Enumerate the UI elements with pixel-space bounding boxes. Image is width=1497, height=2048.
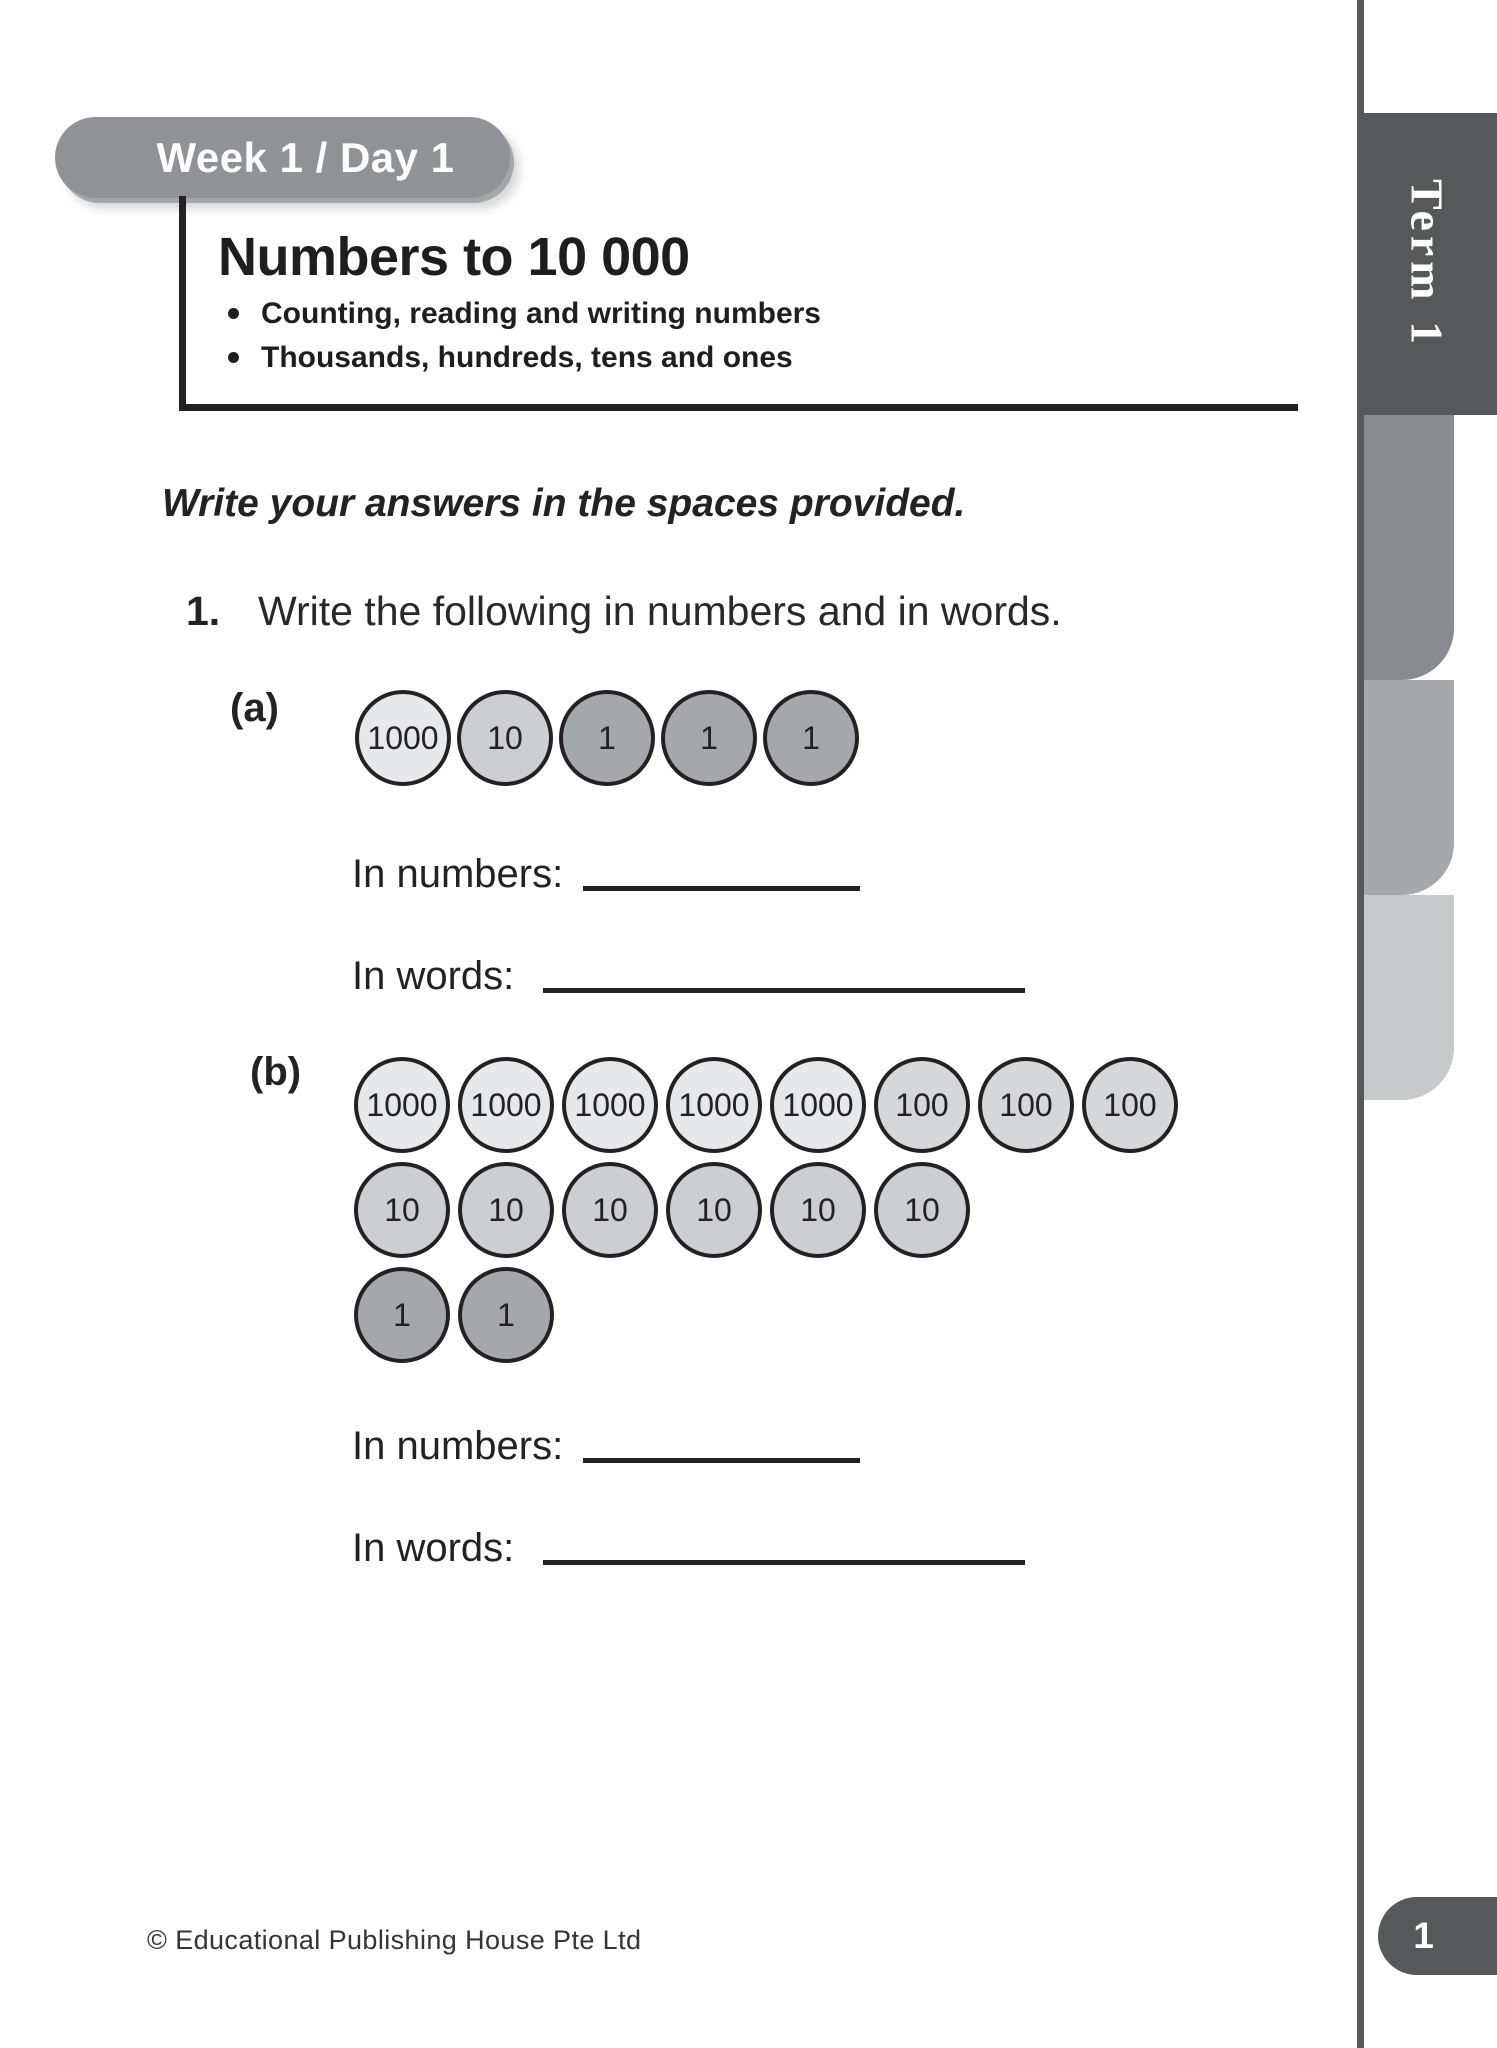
place-value-disc-10: 10: [874, 1162, 970, 1258]
part-b-in-numbers-label: In numbers:: [352, 1424, 564, 1468]
part-a-disc-row: [355, 690, 859, 786]
place-value-disc-1000: 1000: [562, 1057, 658, 1153]
topic-bullet-text: Thousands, hundreds, tens and ones: [261, 341, 793, 374]
title-box-vertical-line: [179, 196, 186, 408]
place-value-disc-1: 1: [354, 1267, 450, 1363]
part-b-label: (b): [250, 1050, 302, 1094]
part-b-in-words-answer-line[interactable]: [543, 1560, 1025, 1565]
place-value-disc-1000: 1000: [666, 1057, 762, 1153]
question-number: 1.: [186, 588, 221, 634]
part-b-disc-row-2: [354, 1162, 970, 1258]
place-value-disc-10: 10: [354, 1162, 450, 1258]
term-tab: [1357, 113, 1497, 415]
copyright-text: © Educational Publishing House Pte Ltd: [147, 1925, 642, 1955]
side-tab-4: [1364, 895, 1454, 1100]
part-b-in-words-label: In words:: [352, 1526, 515, 1570]
place-value-disc-10: 10: [770, 1162, 866, 1258]
place-value-disc-100: 100: [874, 1057, 970, 1153]
week-day-badge: [55, 117, 510, 198]
part-a-in-words-label: In words:: [352, 954, 515, 998]
term-tab-label: Term 1: [1401, 178, 1453, 350]
page-number-badge: [1378, 1897, 1497, 1975]
bullet-icon: [228, 352, 239, 363]
place-value-disc-1: 1: [763, 690, 859, 786]
part-b-disc-row-3: [354, 1267, 554, 1363]
place-value-disc-100: 100: [1082, 1057, 1178, 1153]
place-value-disc-1: 1: [559, 690, 655, 786]
instruction-text: Write your answers in the spaces provided.: [162, 482, 966, 525]
topic-bullet-text: Counting, reading and writing numbers: [261, 297, 821, 330]
place-value-disc-1: 1: [661, 690, 757, 786]
topic-bullet-list: [228, 296, 821, 384]
topic-bullet-item: [228, 296, 821, 340]
week-day-label: Week 1 / Day 1: [156, 133, 455, 181]
question-text: Write the following in numbers and in words.: [258, 588, 1062, 634]
part-a-label: (a): [230, 686, 279, 730]
place-value-disc-1: 1: [458, 1267, 554, 1363]
page-title: Numbers to 10 000: [218, 227, 690, 287]
place-value-disc-1000: 1000: [458, 1057, 554, 1153]
part-a-in-numbers-answer-line[interactable]: [583, 886, 860, 891]
place-value-disc-10: 10: [562, 1162, 658, 1258]
topic-bullet-item: [228, 340, 821, 384]
place-value-disc-10: 10: [666, 1162, 762, 1258]
place-value-disc-100: 100: [978, 1057, 1074, 1153]
bullet-icon: [228, 308, 239, 319]
part-a-in-numbers-label: In numbers:: [352, 852, 564, 896]
place-value-disc-1000: 1000: [354, 1057, 450, 1153]
title-box-horizontal-line: [179, 404, 1298, 411]
page-number: 1: [1413, 1915, 1434, 1956]
place-value-disc-10: 10: [458, 1162, 554, 1258]
place-value-disc-1000: 1000: [355, 690, 451, 786]
part-b-disc-row-1: [354, 1057, 1178, 1153]
side-tab-2: [1364, 415, 1454, 680]
place-value-disc-1000: 1000: [770, 1057, 866, 1153]
part-a-in-words-answer-line[interactable]: [543, 988, 1025, 993]
place-value-disc-10: 10: [457, 690, 553, 786]
side-tab-3: [1364, 680, 1454, 895]
part-b-in-numbers-answer-line[interactable]: [583, 1458, 860, 1463]
